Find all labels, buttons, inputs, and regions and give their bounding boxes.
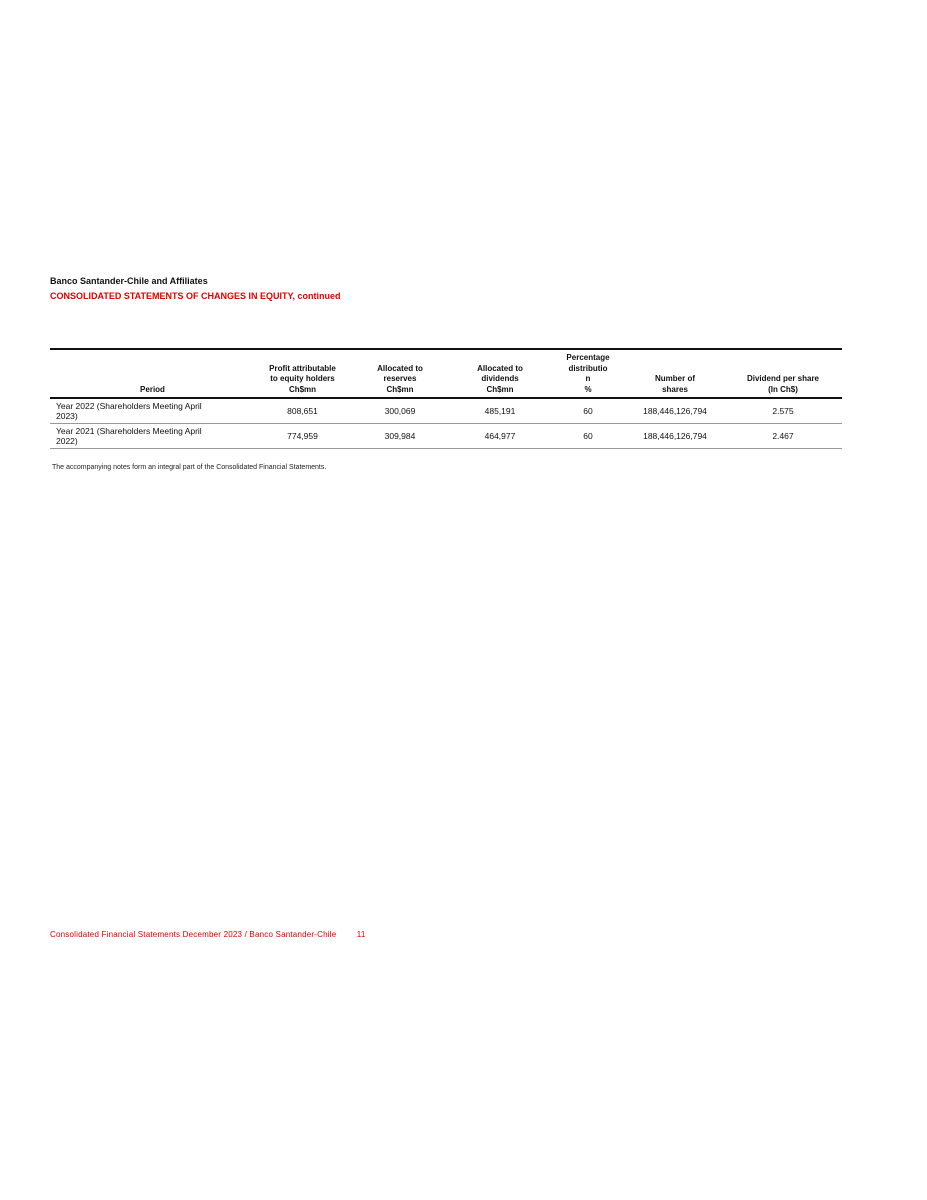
- percentage-cell: 60: [550, 424, 626, 449]
- reserves-cell: 300,069: [350, 398, 450, 424]
- footnote: The accompanying notes form an integral part of the Consolidated Financial Statements.: [52, 464, 327, 471]
- table-row: [50, 398, 842, 424]
- column-header-percentage: Percentage distributio n %: [550, 349, 626, 398]
- percentage-cell: 60: [550, 398, 626, 424]
- column-header-period: Period: [50, 349, 255, 398]
- column-header-dividend-per-share: Dividend per share (In Ch$): [724, 349, 842, 398]
- dividends-cell: 464,977: [450, 424, 550, 449]
- column-header-profit: Profit attributable to equity holders Ch$mn: [255, 349, 350, 398]
- shares-cell: 188,446,126,794: [626, 398, 724, 424]
- dividends-cell: 485,191: [450, 398, 550, 424]
- column-header-dividends: Allocated to dividends Ch$mn: [450, 349, 550, 398]
- footer-text: Consolidated Financial Statements December 2023 / Banco Santander-Chile: [50, 930, 337, 939]
- period-cell: Year 2022 (Shareholders Meeting April 2023): [50, 398, 255, 424]
- page-footer: [50, 930, 366, 939]
- dividend-per-share-cell: 2.575: [724, 398, 842, 424]
- shares-cell: 188,446,126,794: [626, 424, 724, 449]
- period-cell: Year 2021 (Shareholders Meeting April 2022): [50, 424, 255, 449]
- dividend-per-share-cell: 2.467: [724, 424, 842, 449]
- dividend-distribution-table: [50, 348, 842, 449]
- column-header-shares: Number of shares: [626, 349, 724, 398]
- table-row: [50, 424, 842, 449]
- table-header-row: [50, 349, 842, 398]
- profit-cell: 774,959: [255, 424, 350, 449]
- statement-title: CONSOLIDATED STATEMENTS OF CHANGES IN EQUITY, continued: [50, 291, 341, 301]
- page-number: 11: [356, 930, 366, 939]
- reserves-cell: 309,984: [350, 424, 450, 449]
- column-header-reserves: Allocated to reserves Ch$mn: [350, 349, 450, 398]
- company-name: Banco Santander-Chile and Affiliates: [50, 276, 208, 286]
- profit-cell: 808,651: [255, 398, 350, 424]
